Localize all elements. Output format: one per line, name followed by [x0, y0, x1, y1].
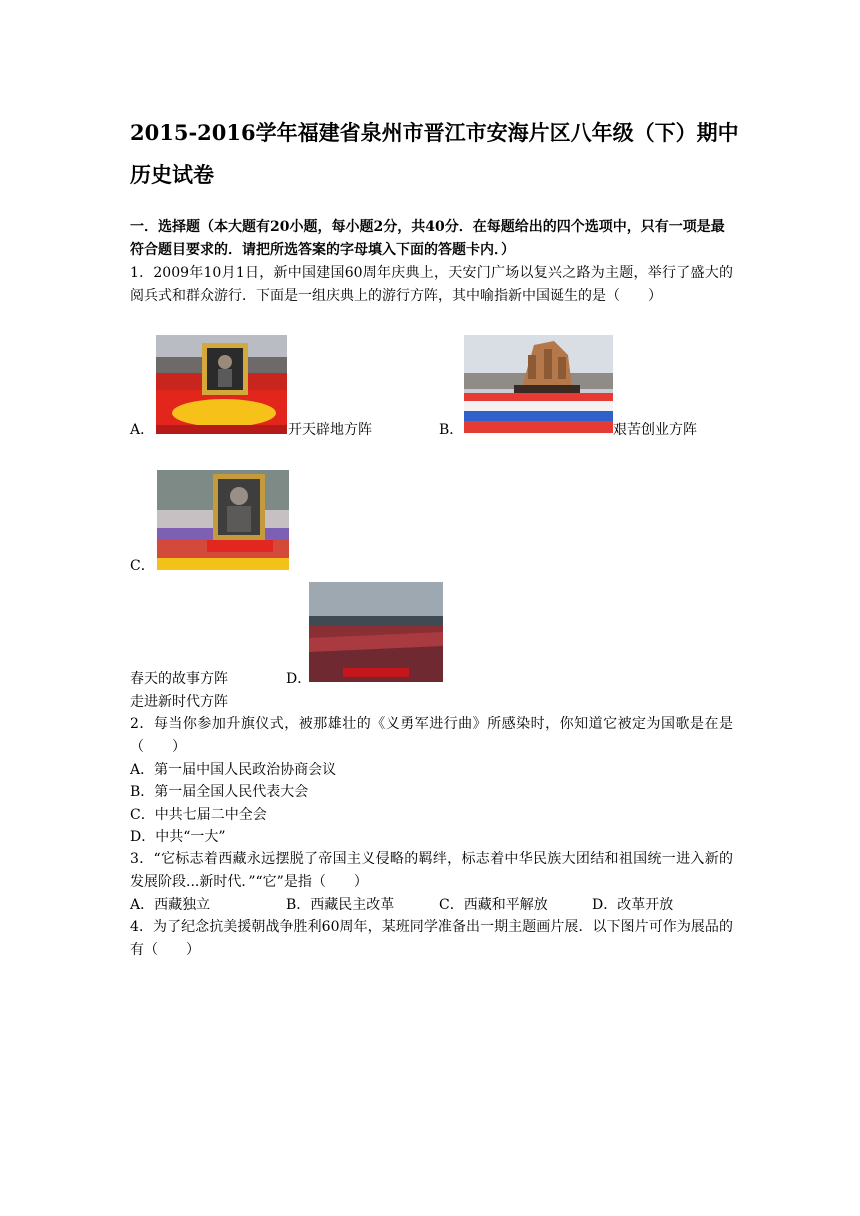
section-header: 一．选择题（本大题有20小题，每小题2分，共40分．在每题给出的四个选项中，只有一项是最符合题目要求的．请把所选答案的字母填入下面的答题卡内．）: [130, 219, 725, 258]
option-b-image: [464, 335, 613, 433]
option-a-text: 开天辟地方阵: [288, 422, 372, 438]
question-2-option-b: B．第一届全国人民代表大会: [130, 784, 309, 800]
option-c-letter: C．: [130, 558, 155, 574]
question-2-stem: 2．每当你参加升旗仪式，被那雄壮的《义勇军进行曲》所感染时，你知道它被定为国歌是在是（ ）: [130, 716, 733, 755]
question-2-option-a: A．第一届中国人民政治协商会议: [130, 762, 337, 778]
question-3-option-d: D．改革开放: [592, 897, 674, 913]
option-d-letter: D．: [286, 671, 312, 687]
option-b-text: 艰苦创业方阵: [613, 422, 697, 438]
question-3-option-c: C．西藏和平解放: [439, 897, 548, 913]
option-c-text: 春天的故事方阵: [130, 671, 228, 687]
option-a-letter: A．: [130, 422, 155, 438]
option-b-letter: B．: [439, 422, 464, 438]
question-3-option-b: B．西藏民主改革: [286, 897, 395, 913]
option-d-text: 走进新时代方阵: [130, 694, 228, 710]
question-4-stem: 4．为了纪念抗美援朝战争胜利60周年，某班同学准备出一期主题画片展．以下图片可作为展品的有（ ）: [130, 919, 733, 958]
option-c-image: [157, 470, 289, 570]
page-title: 2015-2016学年福建省泉州市晋江市安海片区八年级（下）期中历史试卷: [130, 120, 739, 187]
option-a-image: [156, 335, 287, 434]
option-d-image: [309, 582, 443, 682]
question-1-stem: 1．2009年10月1日，新中国建国60周年庆典上，天安门广场以复兴之路为主题，举行了盛大的阅兵式和群众游行．下面是一组庆典上的游行方阵，其中喻指新中国诞生的是（ ）: [130, 265, 733, 304]
question-3-stem: 3．“它标志着西藏永远摆脱了帝国主义侵略的羁绊，标志着中华民族大团结和祖国统一进入新的发展阶段...新时代．”“它”是指（ ）: [130, 851, 733, 890]
question-2-option-d: D．中共“一大”: [130, 829, 226, 845]
question-2-option-c: C．中共七届二中全会: [130, 807, 267, 823]
question-3-option-a: A．西藏独立: [130, 897, 211, 913]
